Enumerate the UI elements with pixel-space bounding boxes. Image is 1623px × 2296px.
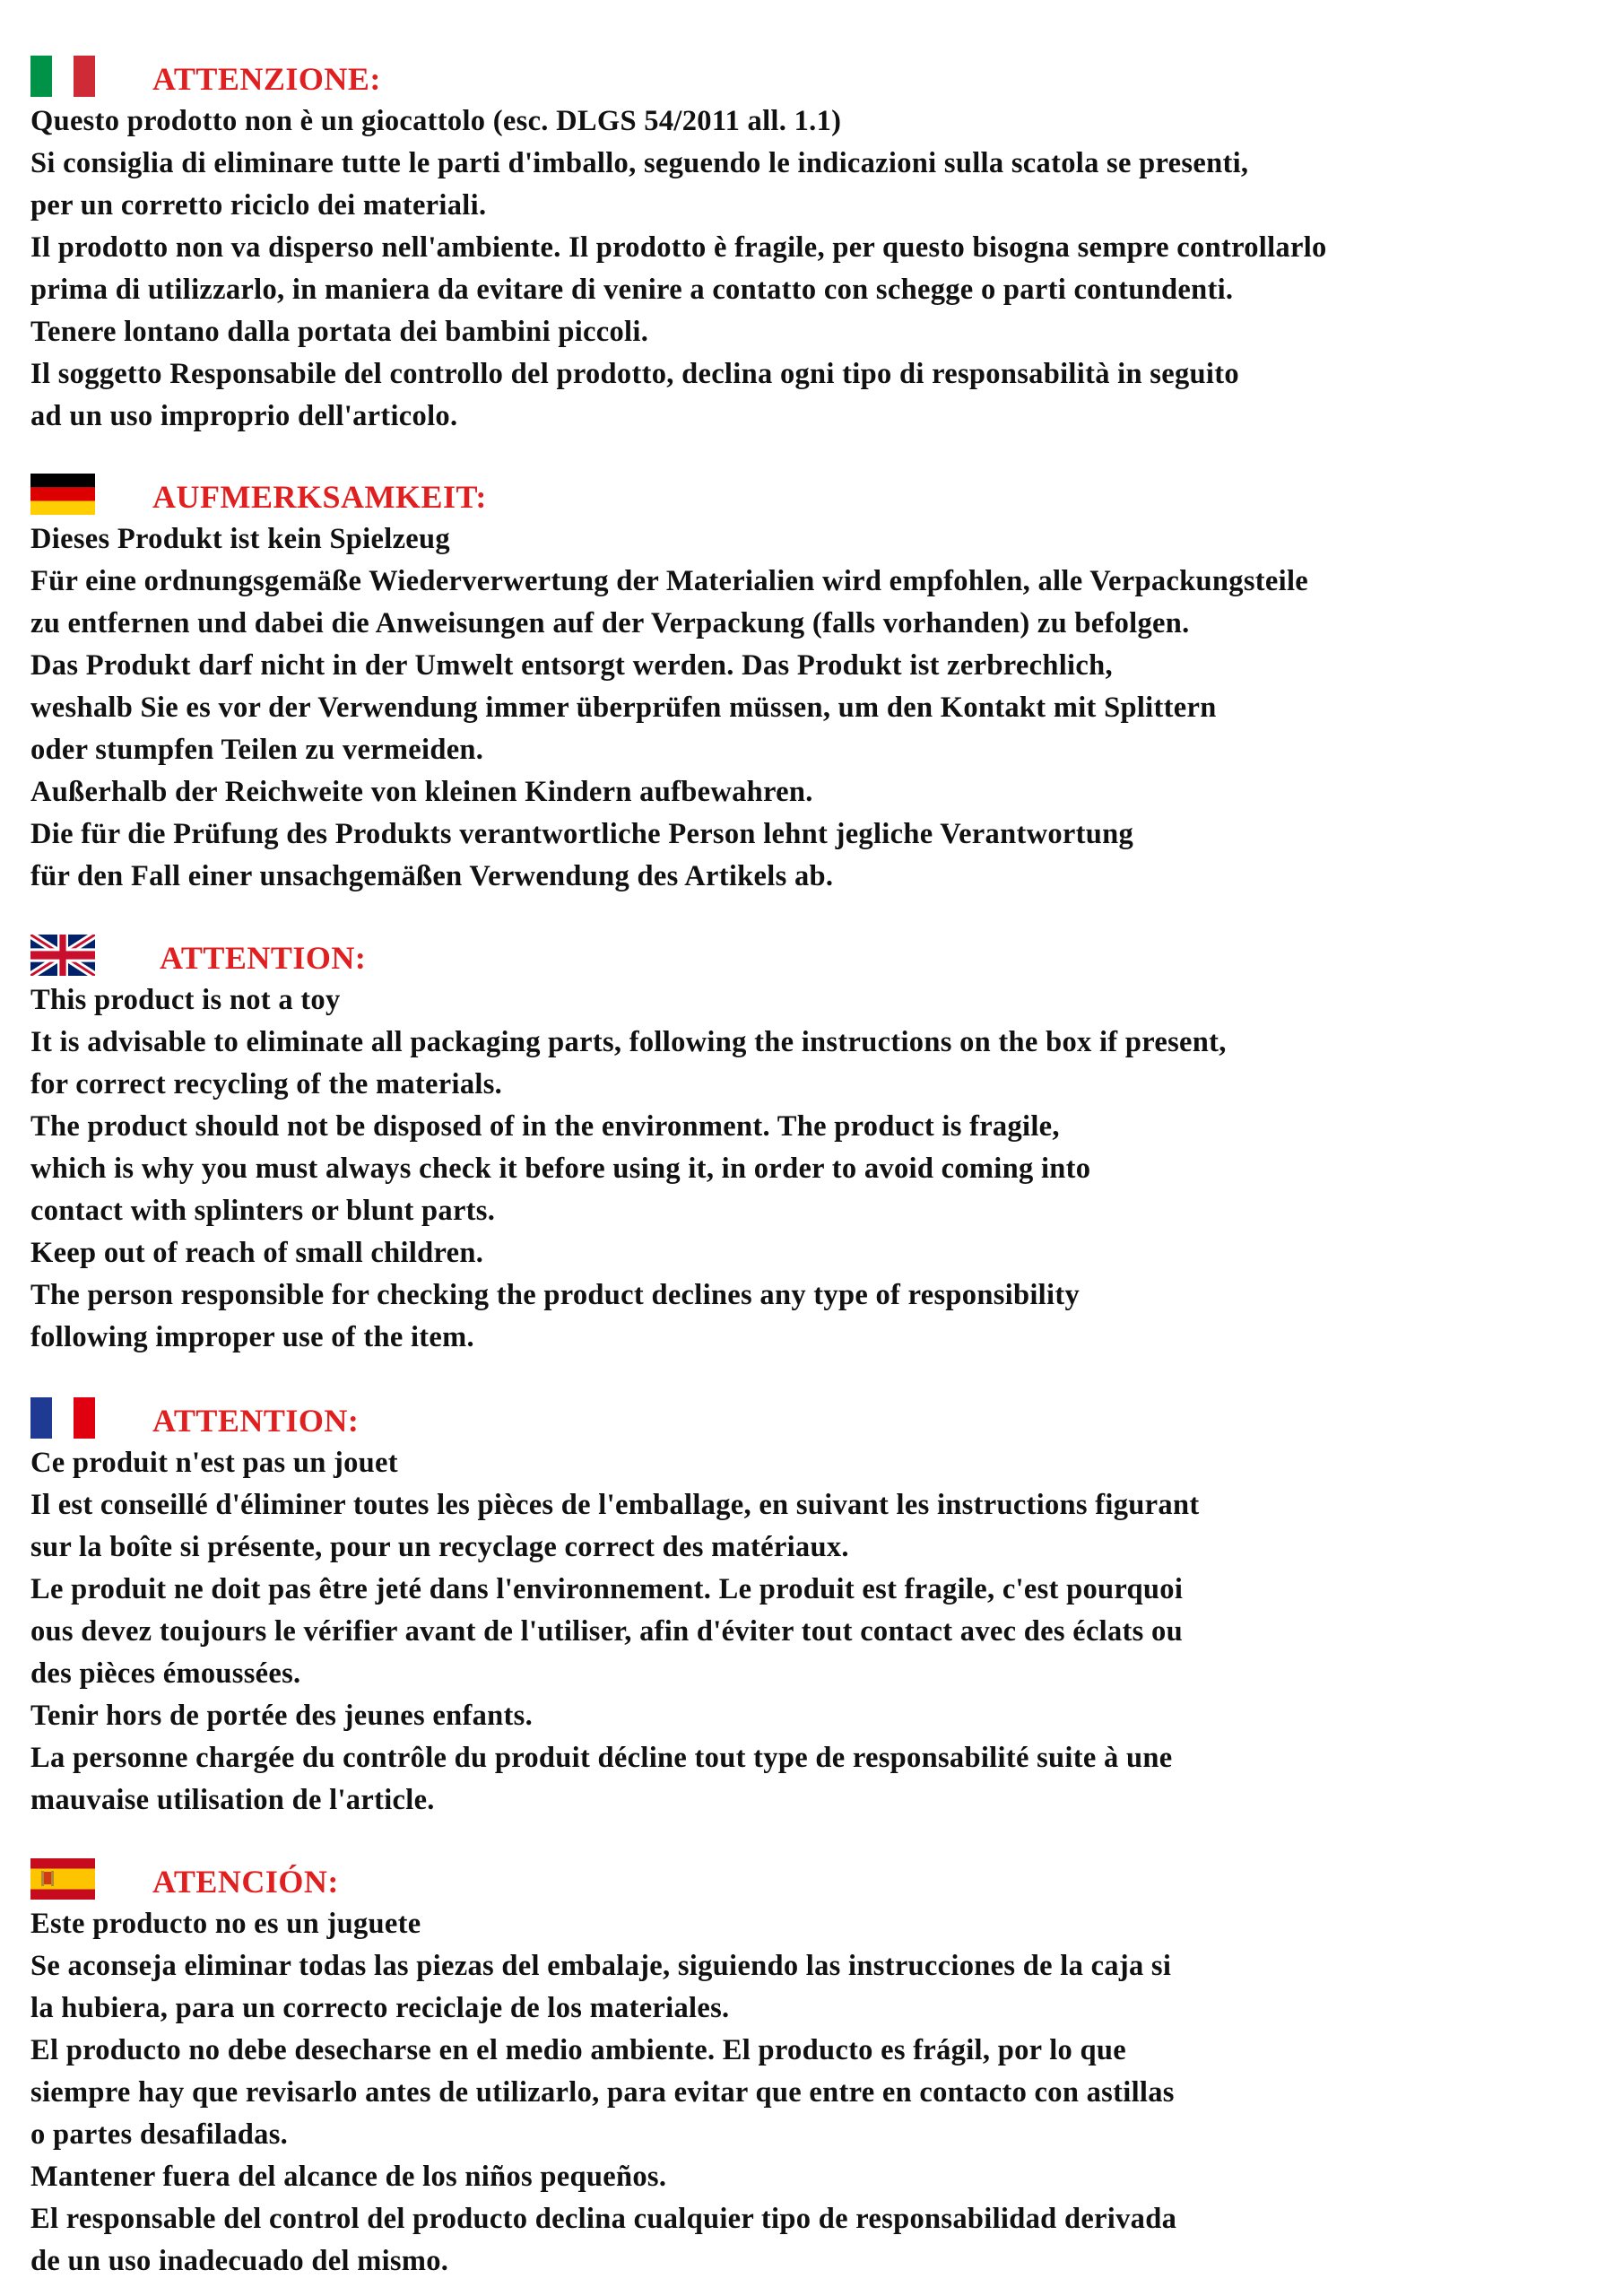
text-line: sur la boîte si présente, pour un recyclage correct des matériaux. bbox=[30, 1531, 849, 1563]
text-line: Für eine ordnungsgemäße Wiederverwertung der Materialien wird empfohlen, alle Verpackungsteile bbox=[30, 565, 1309, 597]
germany-flag-icon bbox=[30, 474, 95, 515]
uk-flag-icon bbox=[30, 935, 95, 976]
text-line: Keep out of reach of small children. bbox=[30, 1237, 484, 1269]
section-text bbox=[30, 518, 1591, 898]
section-text bbox=[30, 1442, 1591, 1822]
text-line: Dieses Produkt ist kein Spielzeug bbox=[30, 523, 450, 555]
text-line: ad un uso improprio dell'articolo. bbox=[30, 400, 458, 432]
text-line: contact with splinters or blunt parts. bbox=[30, 1195, 496, 1227]
section-spanish bbox=[30, 1857, 1591, 2283]
text-line: El producto no debe desecharse en el medio ambiente. El producto es frágil, por lo que bbox=[30, 2034, 1126, 2066]
text-line: Ce produit n'est pas un jouet bbox=[30, 1447, 398, 1479]
text-line: Die für die Prüfung des Produkts verantwortliche Person lehnt jegliche Verantwortung bbox=[30, 818, 1134, 850]
section-french bbox=[30, 1396, 1591, 1822]
section-text bbox=[30, 979, 1591, 1359]
section-header bbox=[30, 1396, 1591, 1442]
section-heading: ATTENZIONE: bbox=[152, 61, 381, 97]
text-line: des pièces émoussées. bbox=[30, 1657, 301, 1690]
section-english bbox=[30, 933, 1591, 1359]
text-line: for correct recycling of the materials. bbox=[30, 1068, 503, 1100]
text-line: mauvaise utilisation de l'article. bbox=[30, 1784, 435, 1816]
text-line: oder stumpfen Teilen zu vermeiden. bbox=[30, 734, 484, 766]
france-flag-icon bbox=[30, 1397, 95, 1439]
text-line: The person responsible for checking the product declines any type of responsibility bbox=[30, 1279, 1081, 1311]
section-german bbox=[30, 472, 1591, 898]
section-header bbox=[30, 933, 1591, 979]
text-line: This product is not a toy bbox=[30, 984, 341, 1016]
section-text bbox=[30, 100, 1591, 438]
text-line: Este producto no es un juguete bbox=[30, 1908, 421, 1940]
text-line: Il soggetto Responsabile del controllo del prodotto, declina ogni tipo di responsabilità in seguito bbox=[30, 358, 1239, 390]
section-heading: ATENCIÓN: bbox=[152, 1864, 339, 1900]
text-line: Il est conseillé d'éliminer toutes les pièces de l'emballage, en suivant les instructions figurant bbox=[30, 1489, 1200, 1521]
text-line: prima di utilizzarlo, in maniera da evitare di venire a contatto con schegge o parti contundenti. bbox=[30, 274, 1234, 306]
section-heading: ATTENTION: bbox=[152, 1403, 360, 1439]
text-line: Si consiglia di eliminare tutte le parti d'imballo, seguendo le indicazioni sulla scatola se presenti, bbox=[30, 147, 1249, 179]
text-line: Il prodotto non va disperso nell'ambiente. Il prodotto è fragile, per questo bisogna sempre controllarlo bbox=[30, 231, 1327, 264]
text-line: El responsable del control del producto declina cualquier tipo de responsabilidad derivada bbox=[30, 2203, 1177, 2235]
italy-flag-icon bbox=[30, 56, 95, 97]
text-line: The product should not be disposed of in the environment. The product is fragile, bbox=[30, 1110, 1060, 1143]
text-line: Questo prodotto non è un giocattolo (esc. DLGS 54/2011 all. 1.1) bbox=[30, 105, 842, 137]
text-line: per un corretto riciclo dei materiali. bbox=[30, 189, 487, 222]
section-header bbox=[30, 1857, 1591, 1903]
text-line: Tenir hors de portée des jeunes enfants. bbox=[30, 1700, 533, 1732]
text-line: Le produit ne doit pas être jeté dans l'environnement. Le produit est fragile, c'est pourquoi bbox=[30, 1573, 1184, 1605]
section-heading: ATTENTION: bbox=[160, 940, 367, 976]
text-line: la hubiera, para un correcto reciclaje de los materiales. bbox=[30, 1992, 730, 2024]
text-line: Das Produkt darf nicht in der Umwelt entsorgt werden. Das Produkt ist zerbrechlich, bbox=[30, 649, 1113, 682]
text-line: weshalb Sie es vor der Verwendung immer überprüfen müssen, um den Kontakt mit Splittern bbox=[30, 691, 1217, 724]
text-line: o partes desafiladas. bbox=[30, 2118, 289, 2151]
text-line: Mantener fuera del alcance de los niños pequeños. bbox=[30, 2161, 667, 2193]
section-header bbox=[30, 54, 1591, 100]
section-header bbox=[30, 472, 1591, 518]
spain-flag-icon bbox=[30, 1858, 95, 1900]
text-line: La personne chargée du contrôle du produit décline tout type de responsabilité suite à une bbox=[30, 1742, 1173, 1774]
text-line: following improper use of the item. bbox=[30, 1321, 474, 1353]
text-line: für den Fall einer unsachgemäßen Verwendung des Artikels ab. bbox=[30, 860, 834, 892]
text-line: which is why you must always check it before using it, in order to avoid coming into bbox=[30, 1152, 1091, 1185]
text-line: Außerhalb der Reichweite von kleinen Kindern aufbewahren. bbox=[30, 776, 813, 808]
text-line: siempre hay que revisarlo antes de utilizarlo, para evitar que entre en contacto con astillas bbox=[30, 2076, 1175, 2109]
section-text bbox=[30, 1903, 1591, 2283]
text-line: It is advisable to eliminate all packaging parts, following the instructions on the box if present, bbox=[30, 1026, 1227, 1058]
section-heading: AUFMERKSAMKEIT: bbox=[152, 479, 487, 515]
text-line: ous devez toujours le vérifier avant de l'utiliser, afin d'éviter tout contact avec des éclats ou bbox=[30, 1615, 1183, 1648]
text-line: zu entfernen und dabei die Anweisungen auf der Verpackung (falls vorhanden) zu befolgen. bbox=[30, 607, 1190, 639]
section-italian bbox=[30, 54, 1591, 438]
text-line: de un uso inadecuado del mismo. bbox=[30, 2245, 449, 2277]
text-line: Se aconseja eliminar todas las piezas del embalaje, siguiendo las instrucciones de la caja si bbox=[30, 1950, 1172, 1982]
text-line: Tenere lontano dalla portata dei bambini piccoli. bbox=[30, 316, 649, 348]
